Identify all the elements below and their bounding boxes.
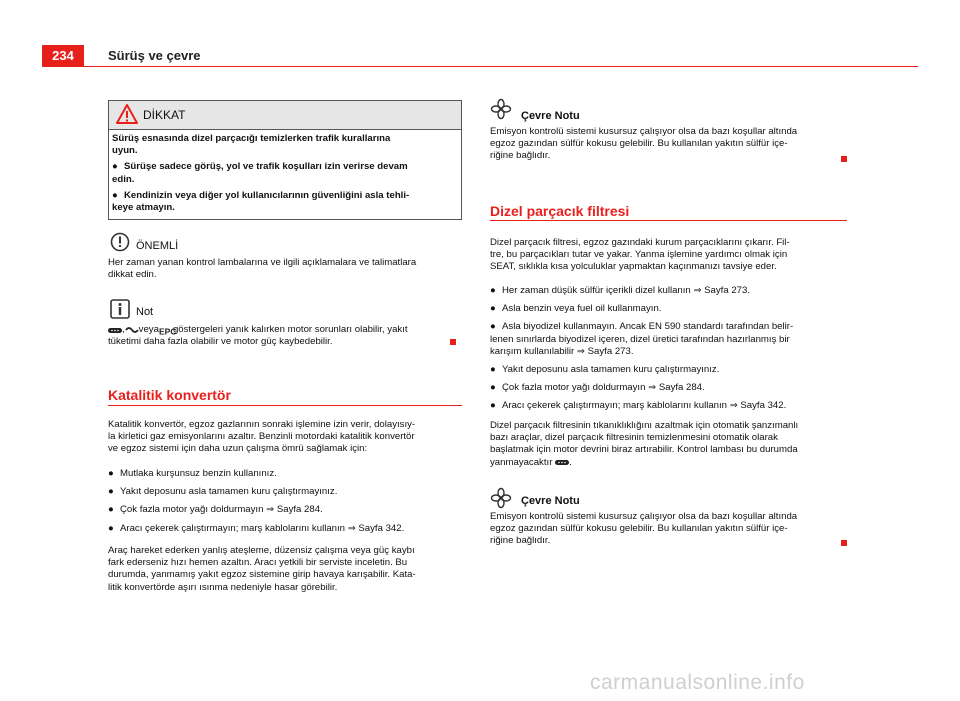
paragraph-line: yanmayacaktır . (490, 456, 572, 468)
note-text (108, 324, 468, 348)
paragraph-line: Araç hareket ederken yanlış ateşleme, düzensiz çalışma veya güç kaybı (108, 545, 415, 556)
paragraph-line: Dizel parçacık filtresinin tıkanıklıklığını azaltmak için otomatik şanzımanlı (490, 420, 799, 431)
list-item: ● Her zaman düşük sülfür içerikli dizel kullanın ⇒ Sayfa 273. (490, 285, 751, 296)
note-line: , veya EPC göstergeleri yanık kalırken motor sorunları olabilir, yakıt (108, 324, 468, 336)
paragraph-line: Katalitik konvertör, egzoz gazlarının sonraki işlemine izin verir, dolayısıy- (108, 419, 416, 430)
paragraph-line: durumda, yanmamış yakıt egzoz sistemine girip havaya karışabilir. Kata- (108, 569, 416, 581)
page-link[interactable]: ⇒ Sayfa 284. (648, 382, 705, 394)
warning-text (112, 133, 460, 214)
end-marker-icon (841, 540, 847, 546)
list-item: ● Çok fazla motor yağı doldurmayın ⇒ Sayfa 284. (490, 382, 705, 394)
paragraph-line: litik konvertörde aşırı ısınma nedeniyle hasar görebilir. (108, 581, 338, 593)
diesel-paragraph (490, 237, 852, 274)
paragraph-line: la kirletici gaz emisyonlarını azaltır. Benzinli motordaki katalitik konvertör (108, 431, 415, 443)
page-link[interactable]: ⇒ Sayfa 342. (729, 400, 787, 412)
note-title: Not (136, 306, 154, 318)
important-text (108, 257, 468, 281)
important-line: dikkat edin. (108, 269, 157, 281)
list-item: ● Mutlaka kurşunsuz benzin kullanınız. (108, 468, 277, 479)
environment-flower-icon (490, 487, 512, 509)
paragraph-line: Emisyon kontrolü sistemi kusursuz çalışıyor olsa da bazı koşullar altında (490, 511, 798, 522)
paragraph-line: Dizel parçacık filtresi, egzoz gazındaki kurum parçacıklarını çıkarır. Fil- (490, 237, 790, 248)
watermark: carmanualsonline.info (590, 671, 805, 694)
environment-note-text (490, 511, 850, 548)
important-line: Her zaman yanan kontrol lambalarına ve ilgili açıklamalara ve talimatlara (108, 257, 417, 268)
paragraph-line: fark ederseniz hızı hemen azaltın. Aracı yetkili bir serviste inceletin. Bu (108, 557, 408, 569)
glow-plug-lamp-icon (125, 326, 139, 335)
header-rule (84, 66, 918, 67)
epc-lamp-icon (158, 326, 177, 337)
end-marker-icon (450, 339, 456, 345)
paragraph-line: Emisyon kontrolü sistemi kusursuz çalışıyor olsa da bazı koşullar altında (490, 126, 798, 137)
environment-note-title: Çevre Notu (521, 495, 580, 507)
warning-item: ● Sürüşe sadece görüş, yol ve trafik koşulları izin verirse devam (112, 161, 408, 173)
particle-filter-lamp-icon (555, 458, 569, 467)
warning-title: DİKKAT (143, 108, 186, 122)
list-item: ● Aracı çekerek çalıştırmayın; marş kablolarını kullanın ⇒ Sayfa 342. (490, 400, 787, 412)
particle-filter-lamp-icon (108, 326, 122, 335)
paragraph-line: riğine bağlıdır. (490, 150, 551, 162)
warning-lead-line: uyun. (112, 145, 138, 157)
list-item-cont: karışım kullanılabilir ⇒ Sayfa 273. (490, 345, 634, 357)
page-link[interactable]: ⇒ Sayfa 273. (693, 285, 751, 296)
warning-triangle-icon (116, 104, 138, 124)
paragraph-line: tre, bu parçacıkları tutar ve yakar. Yanma işlemine yardımcı olmak için (490, 249, 788, 261)
warning-lead-line: Sürüş esnasında dizel parçacığı temizlerken trafik kurallarına (112, 133, 391, 144)
page-number: 234 (42, 45, 84, 67)
list-item: ● Aracı çekerek çalıştırmayın; marş kablolarını kullanın ⇒ Sayfa 342. (108, 522, 405, 534)
svg-text:EPC: EPC (158, 326, 177, 337)
important-title: ÖNEMLİ (136, 240, 179, 252)
note-line: tüketimi daha fazla olabilir ve motor güç kaybedebilir. (108, 336, 333, 348)
important-exclamation-icon (110, 232, 130, 252)
section-heading-catalytic: Katalitik konvertör (108, 387, 231, 403)
list-item: ● Yakıt deposunu asla tamamen kuru çalıştırmayınız. (108, 486, 338, 498)
warning-item-cont: keye atmayın. (112, 202, 175, 214)
paragraph-line: riğine bağlıdır. (490, 535, 551, 547)
end-marker-icon (841, 156, 847, 162)
environment-flower-icon (490, 98, 512, 120)
catalytic-paragraph (108, 419, 468, 456)
warning-item-cont: edin. (112, 173, 135, 185)
page-title: Sürüş ve çevre (108, 48, 201, 63)
page-link[interactable]: ⇒ Sayfa 284. (266, 504, 323, 516)
paragraph-line: egzoz gazından sülfür kokusu gelebilir. Bu kullanılan yakıtın sülfür içe- (490, 523, 788, 535)
list-item: ● Yakıt deposunu asla tamamen kuru çalıştırmayınız. (490, 364, 720, 376)
warning-item: ● Kendinizin veya diğer yol kullanıcılarının güvenliğini asla tehli- (112, 189, 410, 201)
page-link[interactable]: ⇒ Sayfa 342. (347, 522, 405, 534)
note-info-icon (110, 299, 130, 319)
section-rule (490, 220, 847, 221)
paragraph-line: bazı araçlar, dizel parçacık filtresinin temizlenmesini otomatik olarak (490, 432, 778, 444)
section-heading-diesel: Dizel parçacık filtresi (490, 203, 630, 219)
paragraph-line: egzoz gazından sülfür kokusu gelebilir. Bu kullanılan yakıtın sülfür içe- (490, 138, 788, 150)
list-item: ● Asla benzin veya fuel oil kullanmayın. (490, 303, 662, 315)
environment-note-text (490, 126, 850, 163)
paragraph-line: ve egzoz sistemi için daha uzun çalışma ömrü sağlamak için: (108, 443, 368, 455)
section-rule (108, 405, 462, 406)
list-item: ● Asla biyodizel kullanmayın. Ancak EN 590 standardı tarafından belir- (490, 321, 794, 333)
list-item-cont: lenen sınırlarda biyodizel içeren, dizel üretici tarafından hazırlanmış bir (490, 333, 790, 345)
page-link[interactable]: ⇒ Sayfa 273. (576, 345, 634, 357)
catalytic-list (108, 468, 468, 535)
diesel-list (490, 285, 852, 413)
diesel-paragraph-2 (490, 420, 852, 469)
paragraph-line: başlatmak için motor devrini biraz artırabilir. Kontrol lambası bu durumda (490, 444, 798, 456)
paragraph-line: SEAT, sıklıkla kısa yolculuklar yapmaktan kaçınmanızı tavsiye eder. (490, 261, 777, 273)
catalytic-paragraph-2 (108, 545, 468, 594)
environment-note-title: Çevre Notu (521, 110, 580, 122)
list-item: ● Çok fazla motor yağı doldurmayın ⇒ Sayfa 284. (108, 504, 323, 516)
